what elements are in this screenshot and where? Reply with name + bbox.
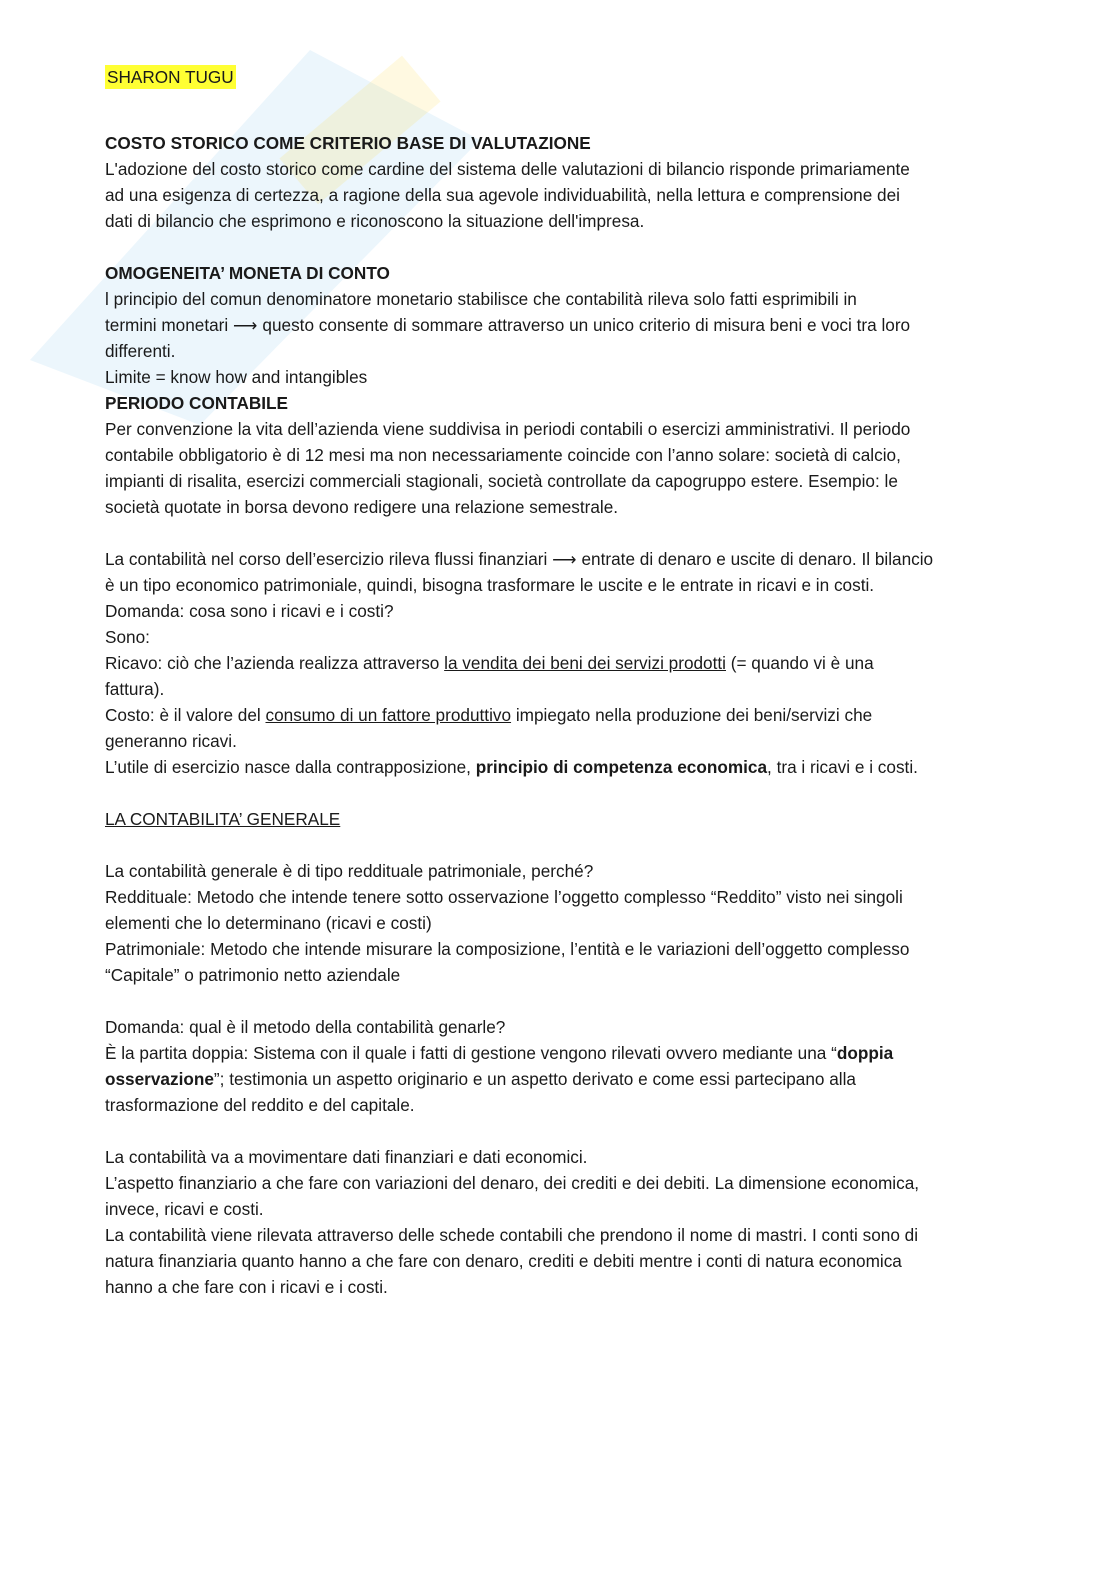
paragraph-line: hanno a che fare con i ricavi e i costi. (105, 1277, 388, 1297)
definition-ricavo: Ricavo: ciò che l’azienda realizza attraverso la vendita dei beni dei servizi prodotti (= quando vi è una (105, 653, 874, 673)
paragraph-line: Per convenzione la vita dell’azienda viene suddivisa in periodi contabili o esercizi amministrativi. Il periodo (105, 419, 911, 439)
paragraph-line: La contabilità viene rilevata attraverso delle schede contabili che prendono il nome di mastri. I conti sono di (105, 1225, 919, 1245)
paragraph-line: trasformazione del reddito e del capitale. (105, 1095, 415, 1115)
paragraph-line: ad una esigenza di certezza, a ragione della sua agevole individuabilità, nella lettura e comprensione dei (105, 185, 900, 205)
heading-omogeneita: OMOGENEITA’ MONETA DI CONTO (105, 263, 390, 283)
heading-costo-storico: COSTO STORICO COME CRITERIO BASE DI VALUTAZIONE (105, 133, 591, 153)
paragraph-line: La contabilità nel corso dell’esercizio rileva flussi finanziari ⟶ entrate di denaro e uscite di denaro. Il bilancio (105, 549, 934, 569)
paragraph-line: generanno ricavi. (105, 731, 237, 751)
paragraph-line: termini monetari ⟶ questo consente di sommare attraverso un unico criterio di misura beni e voci tra loro (105, 315, 911, 335)
paragraph-line: “Capitale” o patrimonio netto aziendale (105, 965, 401, 985)
partita-doppia-line: È la partita doppia: Sistema con il quale i fatti di gestione vengono rilevati ovvero mediante una “doppia (105, 1043, 894, 1063)
paragraph-line: fattura). (105, 679, 165, 699)
paragraph-line: L'adozione del costo storico come cardine del sistema delle valutazioni di bilancio risponde primariamente (105, 159, 910, 179)
paragraph-line: invece, ricavi e costi. (105, 1199, 264, 1219)
paragraph-line: L’aspetto finanziario a che fare con variazioni del denaro, dei crediti e dei debiti. La dimensione economica, (105, 1173, 920, 1193)
paragraph-line: impianti di risalita, esercizi commerciali stagionali, società controllate da capogruppo estere. Esempio: le (105, 471, 898, 491)
paragraph-line: Limite = know how and intangibles (105, 367, 368, 387)
definition-costo: Costo: è il valore del consumo di un fattore produttivo impiegato nella produzione dei beni/servizi che (105, 705, 873, 725)
bold-text: osservazione (105, 1069, 214, 1089)
heading-periodo-contabile: PERIODO CONTABILE (105, 393, 289, 413)
author-name: SHARON TUGU (107, 67, 234, 87)
underlined-text: la vendita dei beni dei servizi prodotti (444, 653, 726, 673)
paragraph-line: società quotate in borsa devono redigere una relazione semestrale. (105, 497, 619, 517)
question-line: Domanda: qual è il metodo della contabilità genarle? (105, 1017, 506, 1037)
paragraph-line: natura finanziaria quanto hanno a che fare con denaro, crediti e debiti mentre i conti di natura economica (105, 1251, 902, 1271)
document-body (105, 64, 1020, 1300)
paragraph-line: contabile obbligatorio è di 12 mesi ma non necessariamente coincide con l’anno solare: società di calcio, (105, 445, 901, 465)
paragraph-line: l principio del comun denominatore monetario stabilisce che contabilità rileva solo fatti esprimibili in (105, 289, 857, 309)
partita-doppia-line: osservazione”; testimonia un aspetto originario e un aspetto derivato e come essi partecipano alla (105, 1069, 856, 1089)
question-line: Domanda: cosa sono i ricavi e i costi? (105, 601, 394, 621)
paragraph-line: La contabilità va a movimentare dati finanziari e dati economici. (105, 1147, 588, 1167)
paragraph-line: La contabilità generale è di tipo reddituale patrimoniale, perché? (105, 861, 594, 881)
paragraph-line: elementi che lo determinano (ricavi e costi) (105, 913, 432, 933)
bold-text: doppia (836, 1043, 894, 1063)
bold-text: principio di competenza economica (475, 757, 768, 777)
paragraph-line: Patrimoniale: Metodo che intende misurare la composizione, l’entità e le variazioni dell’oggetto complesso (105, 939, 910, 959)
paragraph-line: Reddituale: Metodo che intende tenere sotto osservazione l’oggetto complesso “Reddito” visto nei singoli (105, 887, 903, 907)
paragraph-line: dati di bilancio che esprimono e riconoscono la situazione dell'impresa. (105, 211, 645, 231)
utile-line: L’utile di esercizio nasce dalla contrapposizione, principio di competenza economica, tra i ricavi e i costi. (105, 757, 918, 777)
paragraph-line: è un tipo economico patrimoniale, quindi, bisogna trasformare le uscite e le entrate in ricavi e in costi. (105, 575, 875, 595)
heading-contabilita-generale: LA CONTABILITA’ GENERALE (105, 809, 341, 829)
paragraph-line: Sono: (105, 627, 150, 647)
paragraph-line: differenti. (105, 341, 176, 361)
underlined-text: consumo di un fattore produttivo (265, 705, 512, 725)
